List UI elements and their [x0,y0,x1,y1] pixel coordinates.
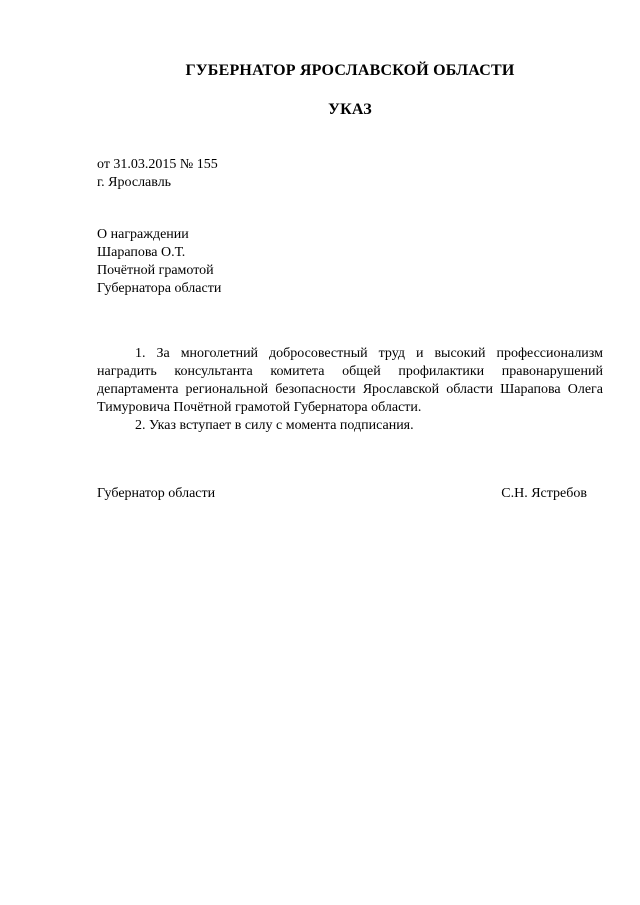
signatory-position: Губернатор области [97,486,216,501]
issuing-authority-title: ГУБЕРНАТОР ЯРОСЛАВСКОЙ ОБЛАСТИ [185,62,515,79]
subject-line: Почётной грамотой [97,263,214,278]
subject-line: О награждении [97,227,189,242]
subject-line: Губернатора области [97,281,222,296]
date-and-number: от 31.03.2015 № 155 [97,157,218,172]
document-type-title: УКАЗ [328,101,372,118]
body-paragraph-2: 2. Указ вступает в силу с момента подписания. [135,418,414,433]
decree-body [97,345,603,435]
signatory-name: С.Н. Ястребов [501,486,587,501]
subject-line: Шарапова О.Т. [97,245,186,260]
signature-block [97,485,587,502]
city: г. Ярославль [97,175,172,190]
subject-block [97,226,221,298]
body-paragraph-1: 1. За многолетний добросовестный труд и высокий профессионализм наградить консультанта комитета общей профилактики правонарушений департамента региональной безопасности Ярославской области Шарапова Олега Тимуровича Почётной грамотой Губернатора области. [97,346,603,415]
